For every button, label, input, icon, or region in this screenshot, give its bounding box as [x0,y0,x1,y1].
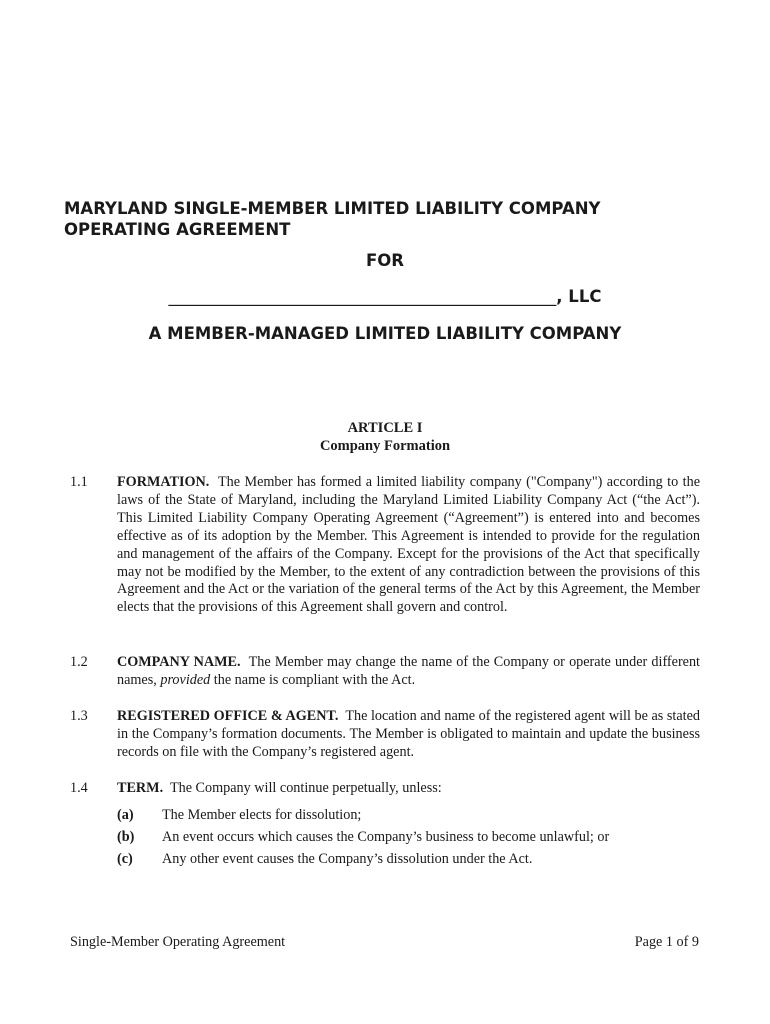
footer-page-number: Page 1 of 9 [634,934,699,950]
section-1-2 [70,654,700,690]
section-1-3 [70,708,700,762]
section-text-end: the name is compliant with the Act. [213,671,416,688]
section-heading: COMPANY NAME. [117,654,241,670]
section-body [117,654,700,690]
section-1-1 [70,474,700,617]
article-number: ARTICLE I [347,420,423,436]
list-item-text: An event occurs which causes the Company’s business to become unlawful; or [162,829,610,845]
section-text-italic: provided [160,671,211,688]
company-name-blank[interactable]: _______________________________________________ [168,287,557,306]
footer-document-name: Single-Member Operating Agreement [70,934,286,950]
section-text: The location and name of the registered agent will be as stated in the Company’s formation documents. The Member is obligated to maintain and update the business records on file with the Company’s registered agent. [117,708,700,760]
title-line-1: MARYLAND SINGLE-MEMBER LIMITED LIABILITY COMPANY [64,199,601,218]
section-number: 1.2 [70,654,88,670]
section-heading: REGISTERED OFFICE & AGENT. [117,708,339,724]
list-item-b [117,829,677,847]
section-text: The Company will continue perpetually, unless: [169,780,442,796]
list-item-text: The Member elects for dissolution; [162,807,362,823]
section-text: The Member may change the name of the Company or operate under different names, [117,654,701,688]
section-text: The Member has formed a limited liability company ("Company") according to the laws of the State of Maryland, including the Maryland Limited Liability Company Act (“the Act”). This Limited Liability Company Operating Agreement (“Agreement”) is entered into and becomes effective as of its adoption by the Member. This Agreement is intended to provide for the regulation and management of the affairs of the Company. Except for the provisions of the Act that specifically may not be modified by the Member, to the extent of any contradiction between the provisions of this Agreement and the Act or the variation of the general terms of the Act by this Agreement, the Member elects that the provisions of this Agreement shall govern and control. [117,474,700,616]
section-body [117,780,700,798]
list-item-c [117,851,677,869]
list-item-letter: (c) [117,851,133,867]
company-name-line [0,287,770,306]
document-subtitle: A MEMBER-MANAGED LIMITED LIABILITY COMPANY [148,324,622,343]
section-number: 1.4 [70,780,88,796]
section-heading: FORMATION. [117,474,210,490]
list-item-a [117,807,677,825]
title-line-2: OPERATING AGREEMENT [64,220,291,239]
section-1-4 [70,780,700,798]
list-item-letter: (b) [117,829,135,845]
section-number: 1.3 [70,708,88,724]
section-number: 1.1 [70,474,88,490]
section-body [117,708,700,762]
for-label: FOR [365,251,404,270]
article-title: Company Formation [319,438,451,454]
document-title [64,198,704,240]
section-heading: TERM. [117,780,164,796]
list-item-text: Any other event causes the Company’s dissolution under the Act. [162,851,533,867]
list-item-letter: (a) [117,807,134,823]
section-body [117,474,700,617]
llc-suffix: , LLC [556,287,602,306]
